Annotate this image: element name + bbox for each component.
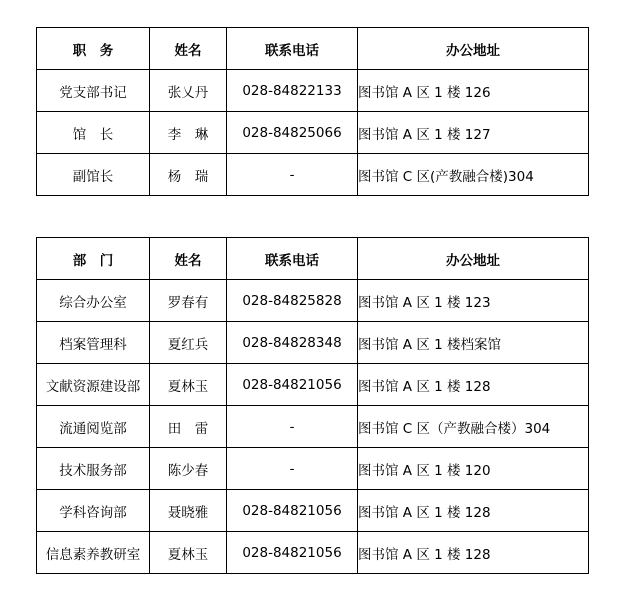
cell-department: 技术服务部 xyxy=(37,448,150,490)
header-name: 姓名 xyxy=(150,28,227,70)
cell-address: 图书馆 A 区 1 楼 128 xyxy=(358,364,589,406)
table-row xyxy=(37,448,589,490)
cell-phone: 028-84821056 xyxy=(227,364,358,406)
cell-address: 图书馆 A 区 1 楼档案馆 xyxy=(358,322,589,364)
cell-position: 馆 长 xyxy=(37,112,150,154)
cell-address: 图书馆 C 区（产教融合楼）304 xyxy=(358,406,589,448)
department-contact-table xyxy=(36,237,589,574)
header-position: 职 务 xyxy=(37,28,150,70)
header-phone: 联系电话 xyxy=(227,238,358,280)
cell-name: 李 琳 xyxy=(150,112,227,154)
cell-name: 张乂丹 xyxy=(150,70,227,112)
header-phone: 联系电话 xyxy=(227,28,358,70)
header-address: 办公地址 xyxy=(358,238,589,280)
cell-name: 夏林玉 xyxy=(150,532,227,574)
cell-phone: - xyxy=(227,406,358,448)
table-header-row xyxy=(37,28,589,70)
cell-address: 图书馆 A 区 1 楼 123 xyxy=(358,280,589,322)
leadership-contact-table xyxy=(36,27,589,196)
cell-phone: 028-84828348 xyxy=(227,322,358,364)
cell-department: 档案管理科 xyxy=(37,322,150,364)
cell-phone: 028-84821056 xyxy=(227,490,358,532)
cell-phone: 028-84822133 xyxy=(227,70,358,112)
table-row xyxy=(37,112,589,154)
cell-department: 流通阅览部 xyxy=(37,406,150,448)
table-row xyxy=(37,406,589,448)
cell-name: 罗春有 xyxy=(150,280,227,322)
cell-address: 图书馆 C 区(产教融合楼)304 xyxy=(358,154,589,196)
cell-department: 综合办公室 xyxy=(37,280,150,322)
table-row xyxy=(37,280,589,322)
cell-position: 副馆长 xyxy=(37,154,150,196)
table-header-row xyxy=(37,238,589,280)
table-row xyxy=(37,70,589,112)
table-row xyxy=(37,364,589,406)
cell-phone: 028-84825828 xyxy=(227,280,358,322)
table-row xyxy=(37,322,589,364)
cell-department: 文献资源建设部 xyxy=(37,364,150,406)
table-row xyxy=(37,154,589,196)
header-department: 部 门 xyxy=(37,238,150,280)
header-name: 姓名 xyxy=(150,238,227,280)
cell-phone: 028-84821056 xyxy=(227,532,358,574)
cell-name: 陈少春 xyxy=(150,448,227,490)
cell-phone: - xyxy=(227,448,358,490)
cell-name: 夏红兵 xyxy=(150,322,227,364)
cell-name: 聂晓雅 xyxy=(150,490,227,532)
cell-name: 田 雷 xyxy=(150,406,227,448)
cell-department: 学科咨询部 xyxy=(37,490,150,532)
cell-address: 图书馆 A 区 1 楼 126 xyxy=(358,70,589,112)
cell-name: 杨 瑞 xyxy=(150,154,227,196)
cell-name: 夏林玉 xyxy=(150,364,227,406)
table-row xyxy=(37,532,589,574)
cell-phone: - xyxy=(227,154,358,196)
header-address: 办公地址 xyxy=(358,28,589,70)
cell-phone: 028-84825066 xyxy=(227,112,358,154)
cell-position: 党支部书记 xyxy=(37,70,150,112)
cell-department: 信息素养教研室 xyxy=(37,532,150,574)
cell-address: 图书馆 A 区 1 楼 128 xyxy=(358,532,589,574)
table-row xyxy=(37,490,589,532)
cell-address: 图书馆 A 区 1 楼 127 xyxy=(358,112,589,154)
cell-address: 图书馆 A 区 1 楼 120 xyxy=(358,448,589,490)
cell-address: 图书馆 A 区 1 楼 128 xyxy=(358,490,589,532)
